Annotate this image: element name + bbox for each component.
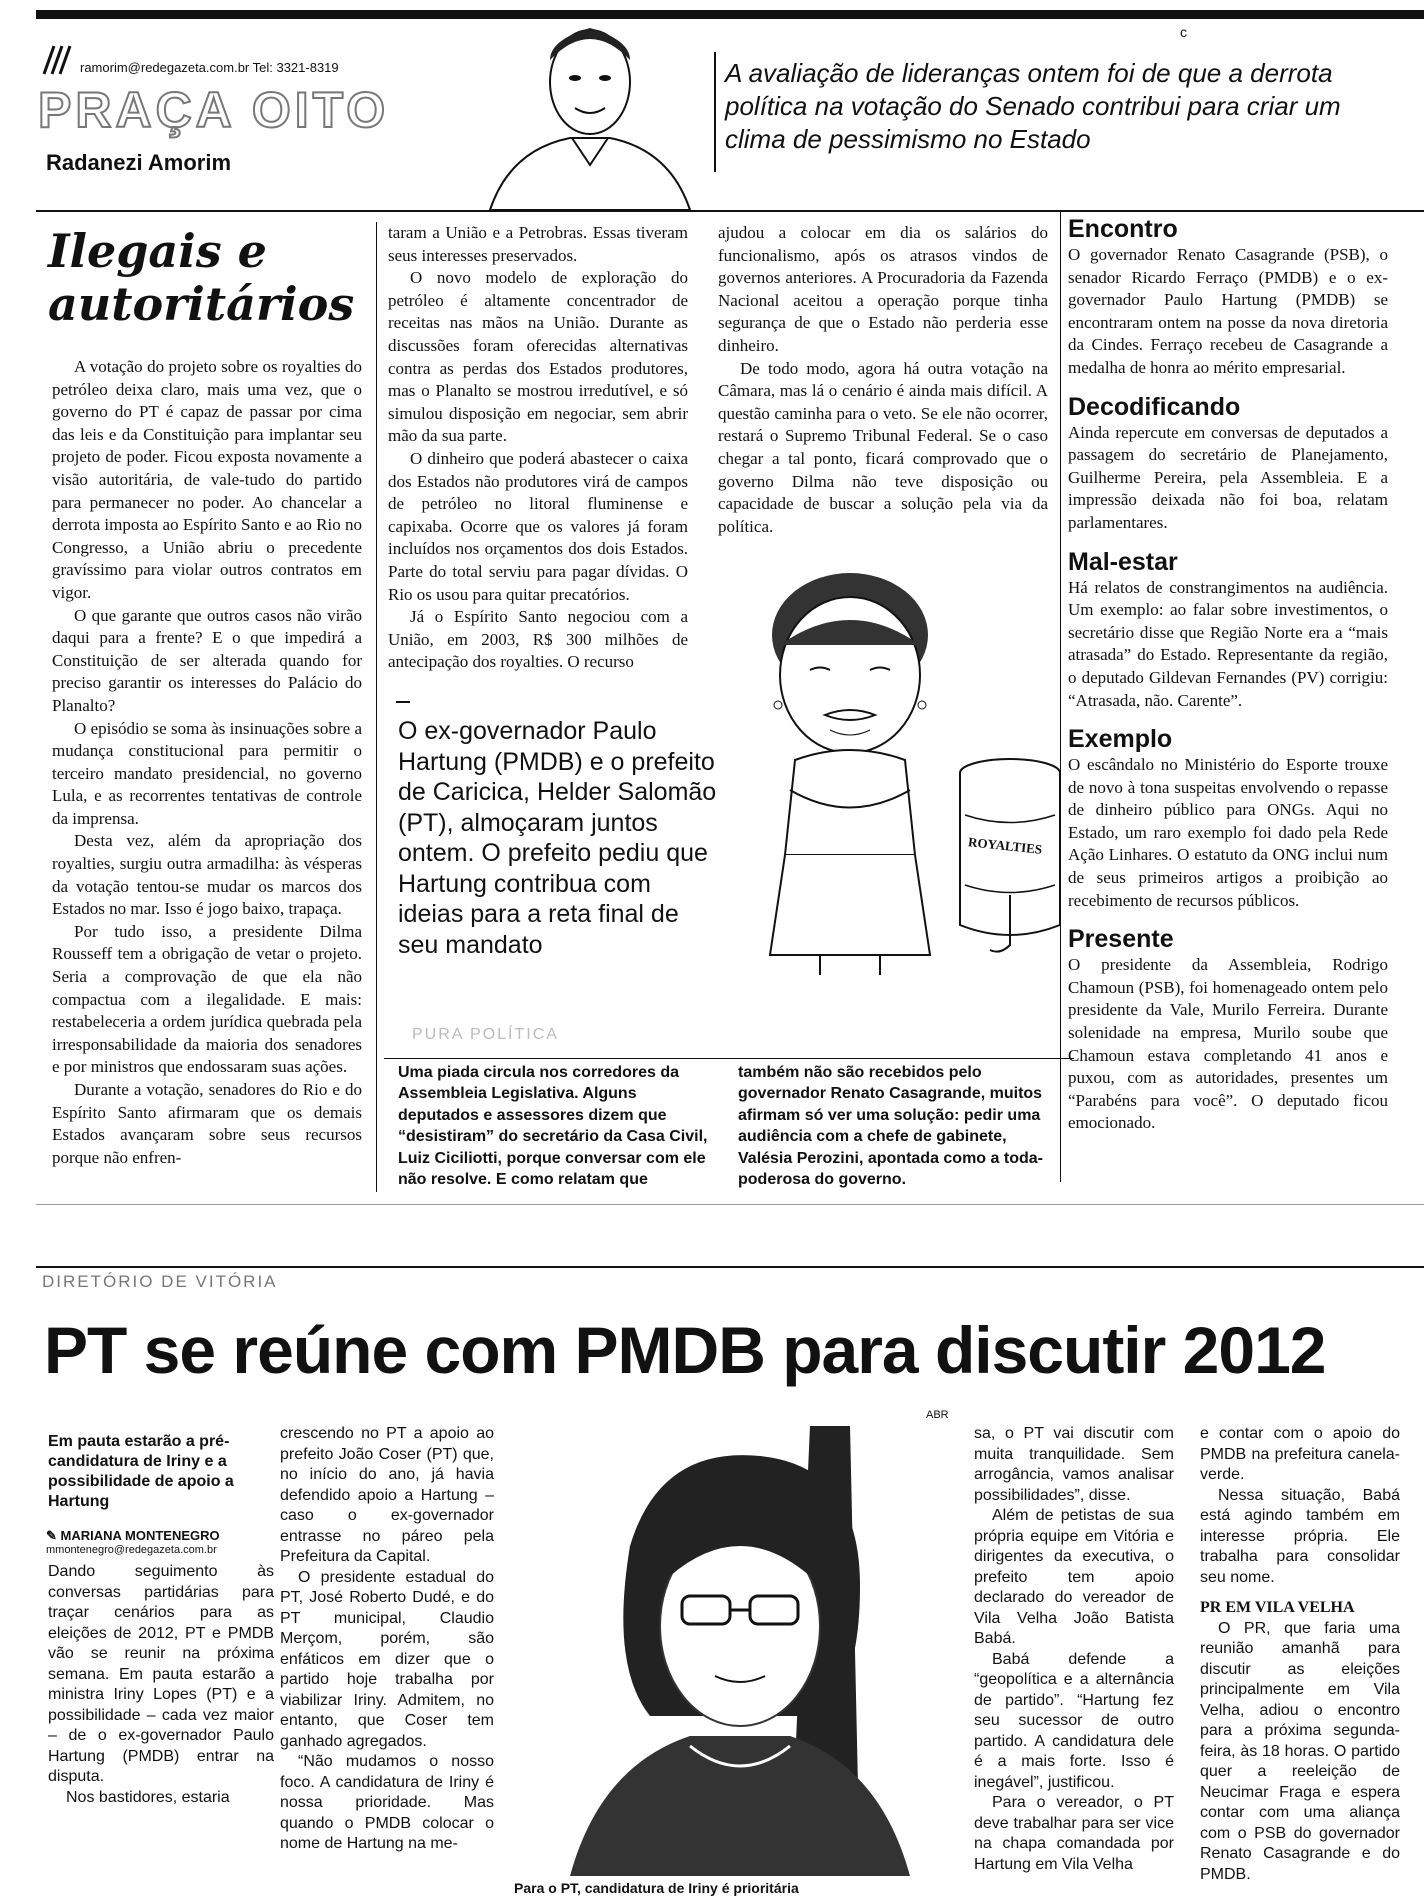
sidebar-item-body: Ainda repercute em conversas de deputados a passagem do secretário de Planejamento, Guilherme Pereira, pela Assembleia. E a impressão deixada não foi boa, relatam parlamentares.	[1068, 422, 1388, 532]
sidebar-item-title: Presente	[1068, 925, 1174, 954]
paragraph: A votação do projeto sobre os royalties do petróleo deixa claro, mais uma vez, que o governo do PT é capaz de passar por cima das leis e da Constituição para implantar seu projeto de poder. Ficou exposta novamente a visão autoritária, de vale-tudo do partido para permanecer no poder. Ao chancelar a derrota imposta ao Espírito Santo e ao Rio no Congresso, a União abriu o precedente gravíssimo para violar outros contratos em vigor.	[52, 357, 362, 602]
paragraph: Durante a votação, senadores do Rio e do Espírito Santo afirmaram que os demais Estados avançaram sobre seus recursos porque não enfren-	[52, 1080, 362, 1167]
header-bottom-rule	[36, 210, 1424, 212]
sidebar-item-title: Encontro	[1068, 215, 1178, 243]
paragraph: O novo modelo de exploração do petróleo é altamente concentrador de receitas nas mãos na União. Durante as discussões foram oferecidas alternativas contra as perdas dos Estados produtores, mas o Planalto se mostrou irredutível, e só simulou disposição em negociar, sem abrir mão da sua parte.	[388, 268, 688, 446]
byline	[46, 1528, 276, 1556]
faint-section-label: PURA POLÍTICA	[412, 1026, 559, 1043]
paragraph: ajudou a colocar em dia os salários do funcionalismo, após os atrasos vindos de governos anteriores. A Procuradoria da Fazenda Nacional aceitou a operação porque tinha segurança de que o Estado não perderia esse dinheiro.	[718, 223, 1048, 355]
sidebar-item	[1068, 924, 1388, 1135]
editorial-col-3	[718, 222, 1048, 538]
article-photo	[510, 1426, 950, 1876]
author-photo	[480, 20, 700, 210]
paragraph: Nessa situação, Babá está agindo também em interesse própria. Ele trabalha para consolidar seu nome.	[1200, 1486, 1400, 1586]
sidebar-item-body: O presidente da Assembleia, Rodrigo Chamoun (PSB), foi homenageado ontem pelo presidente da Vale, Murilo Ferreira. Durante solenidade na empresa, Murilo soube que Chamoun estava completando 41 anos e puxou, com as autoridades, presentes um “Parabéns para você”. O deputado ficou emocionado.	[1068, 955, 1388, 1133]
column-tagline: A avaliação de lideranças ontem foi de que a derrota política na votação do Senado contribui para criar um clima de pessimismo no Estado	[725, 58, 1341, 154]
photo-caption: Para o PT, candidatura de Iriny é prioritária	[514, 1880, 799, 1896]
article-col-2	[280, 1424, 494, 1855]
sidebar-item-title: Exemplo	[1068, 725, 1173, 754]
article-subsection-heading: PR EM VILA VELHA	[1200, 1599, 1355, 1616]
article-col-3	[974, 1424, 1174, 1875]
paragraph: Nos bastidores, estaria	[66, 1788, 230, 1806]
sidebar-item-body: Há relatos de constrangimentos na audiência. Um exemplo: ao falar sobre investimentos, o secretário disse que Região Norte era a “mais atrasada” do Estado. Representante da região, o deputado Gildevan Fernandes (PV) corrigiu: “Atrasada, não. Carente”.	[1068, 577, 1388, 710]
paragraph: Para o vereador, o PT deve trabalhar para ser vice na chapa comandada por Hartung em Vila Velha	[974, 1794, 1174, 1873]
sidebar-item	[1068, 214, 1388, 380]
paragraph: O dinheiro que poderá abastecer o caixa dos Estados não produtores virá de campos de petróleo no litoral fluminense e capixaba. Ocorre que os valores já foram incluídos nos orçamentos dos dois Estados. Parte do total serviu para pagar dívidas. O Rio os usou para quitar precatórios.	[388, 448, 688, 604]
paragraph: crescendo no PT a apoio ao prefeito João Coser (PT) que, no início do ano, já havia defendido apoio a Hartung – caso o ex-governador entrasse no páreo pela Prefeitura da Capital.	[280, 1425, 494, 1565]
sidebar-item-body: O governador Renato Casagrande (PSB), o senador Ricardo Ferraço (PMDB) e o ex-governador Paulo Hartung (PMDB) se encontraram ontem na posse da nova diretoria da Cindes. Ferraço recebeu de Casagrande a medalha de honra ao mérito empresarial.	[1068, 245, 1388, 377]
paragraph: De todo modo, agora há outra votação na Câmara, mas lá o cenário é ainda mais difícil. A questão caminha para o veto. Se ele não ocorrer, restará o Supremo Tribunal Federal. Se o caso chegar a tal ponto, ficará comprovado que o governo Dilma não teve disposição ou capacidade de buscar a solução pela via da política.	[718, 358, 1048, 536]
corner-mark: c	[1180, 24, 1187, 40]
bottom-note-right: também não são recebidos pelo governador Renato Casagrande, muitos afirmam só ver uma solução: pedir uma audiência com a chefe de gabinete, Valésia Perozini, apontada como a toda-poderosa do governo.	[738, 1064, 1043, 1189]
paragraph: taram a União e a Petrobras. Essas tiveram seus interesses preservados.	[388, 223, 688, 265]
sidebar-item	[1068, 724, 1388, 912]
paragraph: Babá defende a “geopolítica e a alternância de partido”. “Hartung fez seu sucessor de outro partido. A candidatura dele é a mais forte. Isso é inegável”, justificou.	[974, 1650, 1174, 1791]
top-rule	[36, 10, 1424, 19]
sidebar-item-title: Mal-estar	[1068, 547, 1178, 576]
sidebar-item-body: O escândalo no Ministério do Esporte trouxe de novo à tona suspeitas envolvendo o repasse de dinheiro público para ONGs. Aqui no Estado, um raro exemplo foi dado pela Rede Ação Linhares. O estatuto da ONG inclui num de seus primeiros artigos a proibição ao recebimento de recursos públicos.	[1068, 755, 1388, 910]
cartoon-illustration	[740, 555, 1070, 985]
sidebar-divider	[1060, 212, 1061, 1182]
article-col-1	[48, 1562, 274, 1808]
column-author: Radanezi Amorim	[46, 150, 232, 175]
column-name: PRAÇA OITO	[38, 82, 390, 138]
paragraph: Além de petistas de sua própria equipe em Vitória e dirigentes da executiva, o prefeito tem apoio declarado do vereador de Vila Velha João Batista Babá.	[974, 1507, 1174, 1647]
column-email: ramorim@redegazeta.com.br Tel: 3321-8319	[80, 60, 339, 75]
pullquote: O ex-governador Paulo Hartung (PMDB) e o prefeito de Caricica, Helder Salomão (PT), almoçaram juntos ontem. O prefeito pediu que Hartung contribua com ideias para a reta final de seu mandato	[398, 717, 717, 959]
header-divider	[714, 52, 716, 172]
paragraph: Desta vez, além da apropriação dos royalties, surgiu outra armadilha: às vésperas da votação tentou-se mudar os marcos dos Estados no mar. Isso é jogo baixo, trapaça.	[52, 831, 362, 919]
column-logo-slash-icon	[40, 42, 72, 76]
article-col-4	[1200, 1424, 1400, 1885]
sidebar-item	[1068, 392, 1388, 535]
editorial-col-1	[52, 356, 362, 1169]
byline-pen-icon: ✎	[46, 1528, 61, 1543]
sidebar	[1068, 214, 1388, 1147]
barrel-label: ROYALTIES	[967, 834, 1043, 857]
paragraph: Por tudo isso, a presidente Dilma Rousseff tem a obrigação de vetar o projeto. Seria a comprovação de que ela não compactua com a ilegalidade. E mais: restabeleceria a ordem jurídica quebrada pela irresponsabilidade da maioria dos senadores e por ministros que endossaram suas ações.	[52, 921, 362, 1077]
paragraph: sa, o PT vai discutir com muita tranquilidade. Sem arrogância, vamos analisar possibilidades”, disse.	[974, 1425, 1174, 1504]
article-kicker: DIRETÓRIO DE VITÓRIA	[42, 1272, 278, 1291]
paragraph: O que garante que outros casos não virão daqui para a frente? E o que impedirá a Constituição de ser alterada quando for preciso garantir os interesses do Palácio do Planalto?	[52, 605, 362, 715]
kicker-rule	[36, 1266, 1424, 1268]
section-divider	[36, 1204, 1424, 1205]
byline-name: MARIANA MONTENEGRO	[60, 1528, 220, 1543]
byline-email: mmontenegro@redegazeta.com.br	[46, 1544, 217, 1556]
sidebar-item-title: Decodificando	[1068, 392, 1241, 421]
photo-credit: ABR	[926, 1409, 949, 1421]
paragraph: “Não mudamos o nosso foco. A candidatura de Iriny é nossa prioridade. Mas quando o PMDB colocar o nome de Hartung na me-	[280, 1753, 494, 1852]
paragraph: Dando seguimento às conversas partidárias para traçar cenários para as eleições de 2012, PT e PMDB vão se reunir na próxima semana. Em pauta estarão a ministra Iriny Lopes (PT) e a possibilidade – cada vez maior – de o ex-governador Paulo Hartung (PMDB) entrar na disputa.	[48, 1563, 274, 1785]
editorial-headline: Ilegais e autoritários	[48, 224, 355, 331]
bottom-note-left: Uma piada circula nos corredores da Assembleia Legislativa. Alguns deputados e assessores dizem que “desistiram” do secretário da Casa Civil, Luiz Ciciliotti, porque conversar com ele não resolve. E como relatam que	[398, 1064, 708, 1189]
note-rule	[384, 1058, 1074, 1059]
paragraph: O episódio se soma às insinuações sobre a mudança constitucional para permitir o terceiro mandato presidencial, no governo Lula, e as recorrentes tentativas de controle da imprensa.	[52, 718, 362, 828]
paragraph: O PR, que faria uma reunião amanhã para discutir as eleições principalmente em Vila Velha, adiou o encontro para a próxima segunda-feira, às 18 horas. O partido quer a reeleição de Neucimar Fraga e espera contar com uma aliança com o PSB do governador Renato Casagrande e do PMDB.	[1200, 1619, 1400, 1883]
paragraph: e contar com o apoio do PMDB na prefeitura canela-verde.	[1200, 1425, 1400, 1483]
article-subhead: Em pauta estarão a pré-candidatura de Iriny e a possibilidade de apoio a Hartung	[48, 1433, 234, 1510]
paragraph: O presidente estadual do PT, José Roberto Dudé, e do PT municipal, Claudio Merçom, porém, são enfáticos em dizer que o partido hoje trabalha por viabilizar Iriny. Admitem, no entanto, que Coser tem ganhado agregados.	[280, 1568, 494, 1750]
paragraph: Já o Espírito Santo negociou com a União, em 2003, R$ 300 milhões de antecipação dos royalties. O recurso	[388, 607, 688, 672]
sidebar-item	[1068, 547, 1388, 713]
article-headline: PT se reúne com PMDB para discutir 2012	[44, 1313, 1326, 1387]
column-divider	[376, 222, 377, 1192]
editorial-col-2	[388, 222, 688, 674]
pullquote-rule	[396, 701, 410, 703]
